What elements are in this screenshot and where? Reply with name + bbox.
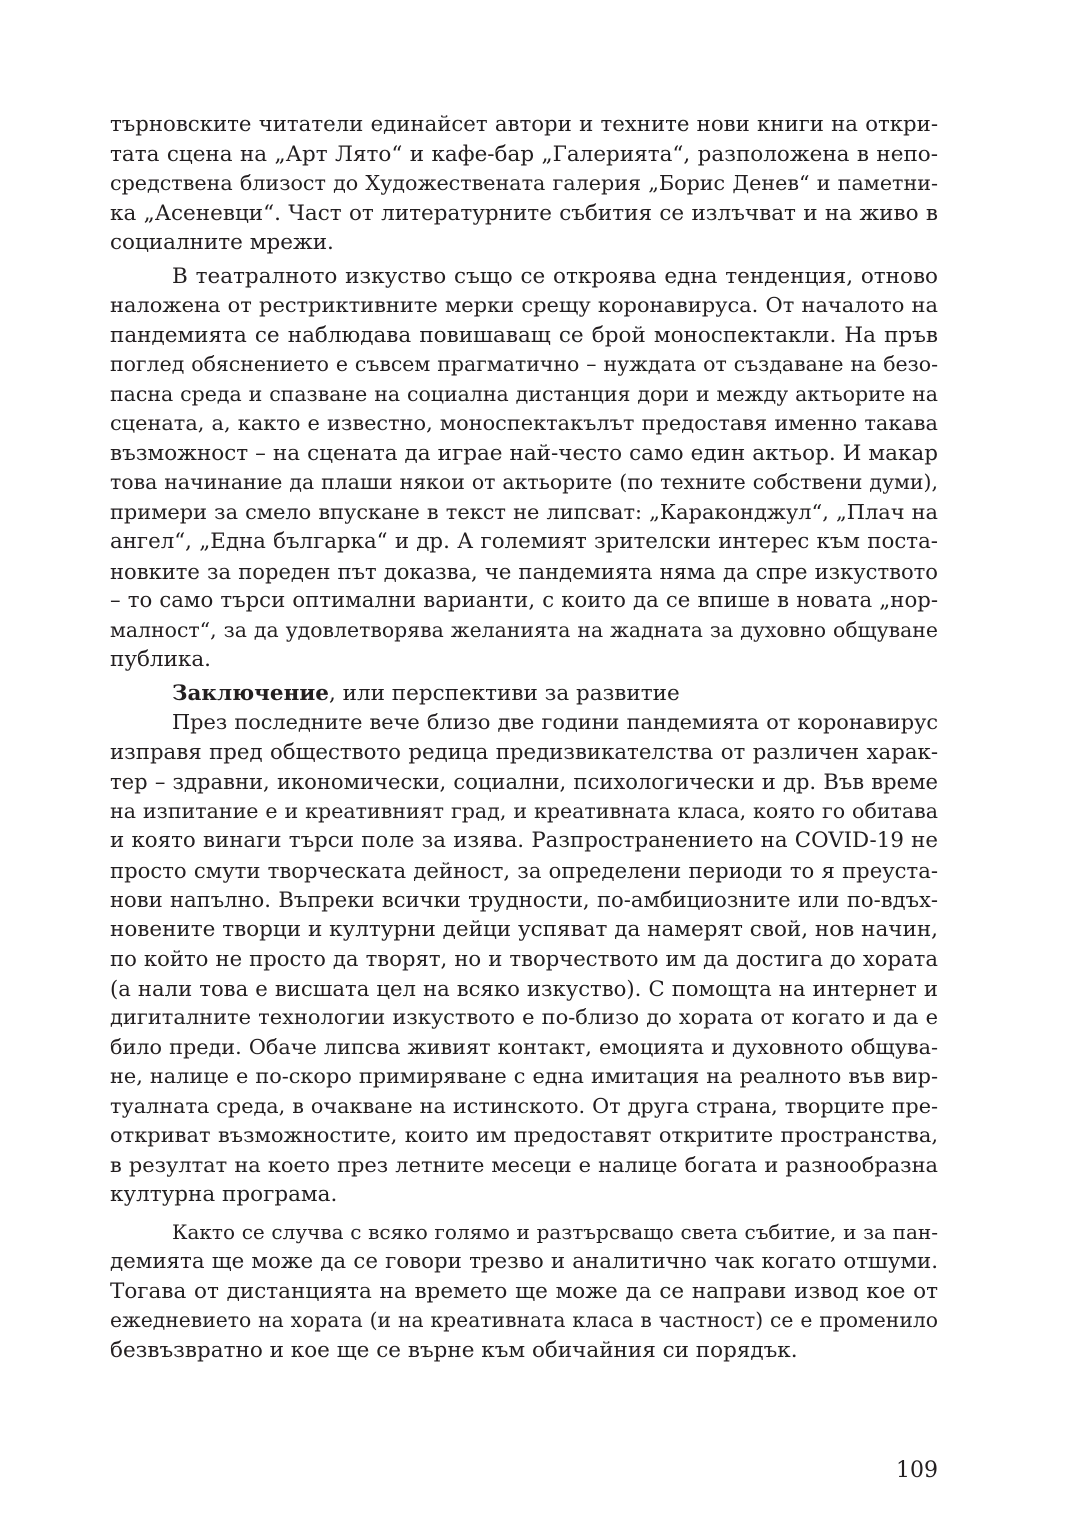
text-line: малност“, за да удовлетворява желанията на жадната за духовно общуване [110, 617, 938, 642]
text-line: социалните мрежи. [110, 230, 334, 255]
text-line: пасна среда и спазване на социална дистанция дори и между актьорите на [110, 381, 938, 406]
text-line: новените творци и културни дейци успяват да намерят свой, нов начин, [110, 916, 938, 942]
heading-line [110, 679, 938, 709]
text-line: туалната среда, в очакване на истинското. От друга страна, творците пре- [110, 1093, 938, 1118]
text-line: по който не просто да творят, но и творчеството им да достига до хората [110, 946, 938, 971]
text-line: публика. [110, 647, 212, 672]
text-line: Както се случва с всяко голямо и разтърсващо света събитие, и за пан- [172, 1219, 938, 1244]
text-line: на изпитание е и креативният град, и креативната класа, която го обитава [110, 798, 938, 823]
text-line: търновските читатели единайсет автори и техните нови книги на откри- [110, 112, 938, 137]
text-line: поглед обяснението е съвсем прагматично – нуждата от създаване на безо- [110, 352, 938, 376]
text-line: откриват възможностите, които им предоставят откритите пространства, [110, 1123, 938, 1147]
text-line: това начинание да плаши някои от актьорите (по техните собствени думи), [110, 470, 938, 494]
text-line: пандемията се наблюдава повишаващ се брой моноспектакли. На пръв [110, 322, 938, 348]
text-line: в резултат на което през летните месеци е налице богата и разнообразна [110, 1152, 938, 1177]
text-line: не, налице е по-скоро примиряване с една имитация на реалното във вир- [110, 1064, 938, 1088]
text-line: тер – здравни, икономически, социални, психологически и др. Във време [110, 769, 938, 794]
text-line: средствена близост до Художествената галерия „Борис Денев“ и паметни- [110, 171, 938, 195]
paragraph-1 [110, 110, 938, 258]
text-line: Тогава от дистанцията на времето ще може да се направи извод кое от [110, 1278, 938, 1304]
paragraph-3 [110, 708, 938, 1210]
text-line: културна програма. [110, 1182, 338, 1207]
text-line: наложена от рестриктивните мерки срещу коронавируса. От началото на [110, 293, 938, 317]
heading-rest-text: , или перспективи за развитие [328, 680, 680, 706]
text-line: безвъзвратно и кое ще се върне към обичайния си порядък. [110, 1337, 798, 1363]
paragraph-2 [110, 262, 938, 675]
text-line: сцената, а, както е известно, моноспектакълът предоставя именно такава [110, 411, 938, 435]
text-line: просто смути творческата дейност, за определени периоди то я преуста- [110, 857, 938, 883]
text-line: възможност – на сцената да играе най-често само един актьор. И макар [110, 440, 938, 466]
text-line: ангел“, „Една българка“ и др. А големият зрителски интерес към поста- [110, 529, 938, 554]
text-line: тата сцена на „Арт Лято“ и кафе-бар „Галерията“, разположена в непо- [110, 141, 938, 167]
heading-bold-text: Заключение [172, 680, 329, 706]
text-line: примери за смело впускане в текст не липсват: „Караконджул“, „Плач на [110, 499, 938, 524]
text-line: През последните вече близо две години пандемията от коронавирус [172, 710, 938, 734]
text-line: демията ще може да се говори трезво и аналитично чак когато отшуми. [110, 1249, 938, 1274]
text-line: – то само търси оптимални варианти, с които да се впише в новата „нор- [110, 588, 938, 613]
page-body [110, 110, 938, 1365]
text-line: и която винаги търси поле за изява. Разпространението на COVID-19 не [110, 828, 938, 853]
text-line: новките за пореден път доказва, че пандемията няма да спре изкуството [110, 558, 938, 584]
text-line: изправя пред обществото редица предизвикателства от различен харак- [110, 739, 938, 765]
text-line: (а нали това е висшата цел на всяко изкуство). С помощта на интернет и [110, 975, 938, 1001]
text-line: ка „Асеневци“. Част от литературните събития се излъчват и на живо в [110, 200, 938, 226]
text-line: било преди. Обаче липсва живият контакт, емоцията и духовното общува- [110, 1034, 938, 1059]
paragraph-4 [110, 1218, 938, 1366]
text-line: нови напълно. Въпреки всички трудности, по-амбициозните или по-вдъх- [110, 887, 938, 912]
text-line: В театралното изкуство също се откроява една тенденция, отново [172, 263, 938, 289]
page-number: 109 [896, 1458, 938, 1483]
section-heading [110, 679, 938, 709]
text-line: дигиталните технологии изкуството е по-близо до хората от когато и да е [110, 1005, 938, 1029]
text-line: ежедневието на хората (и на креативната класа в частност) се е променило [110, 1308, 938, 1332]
